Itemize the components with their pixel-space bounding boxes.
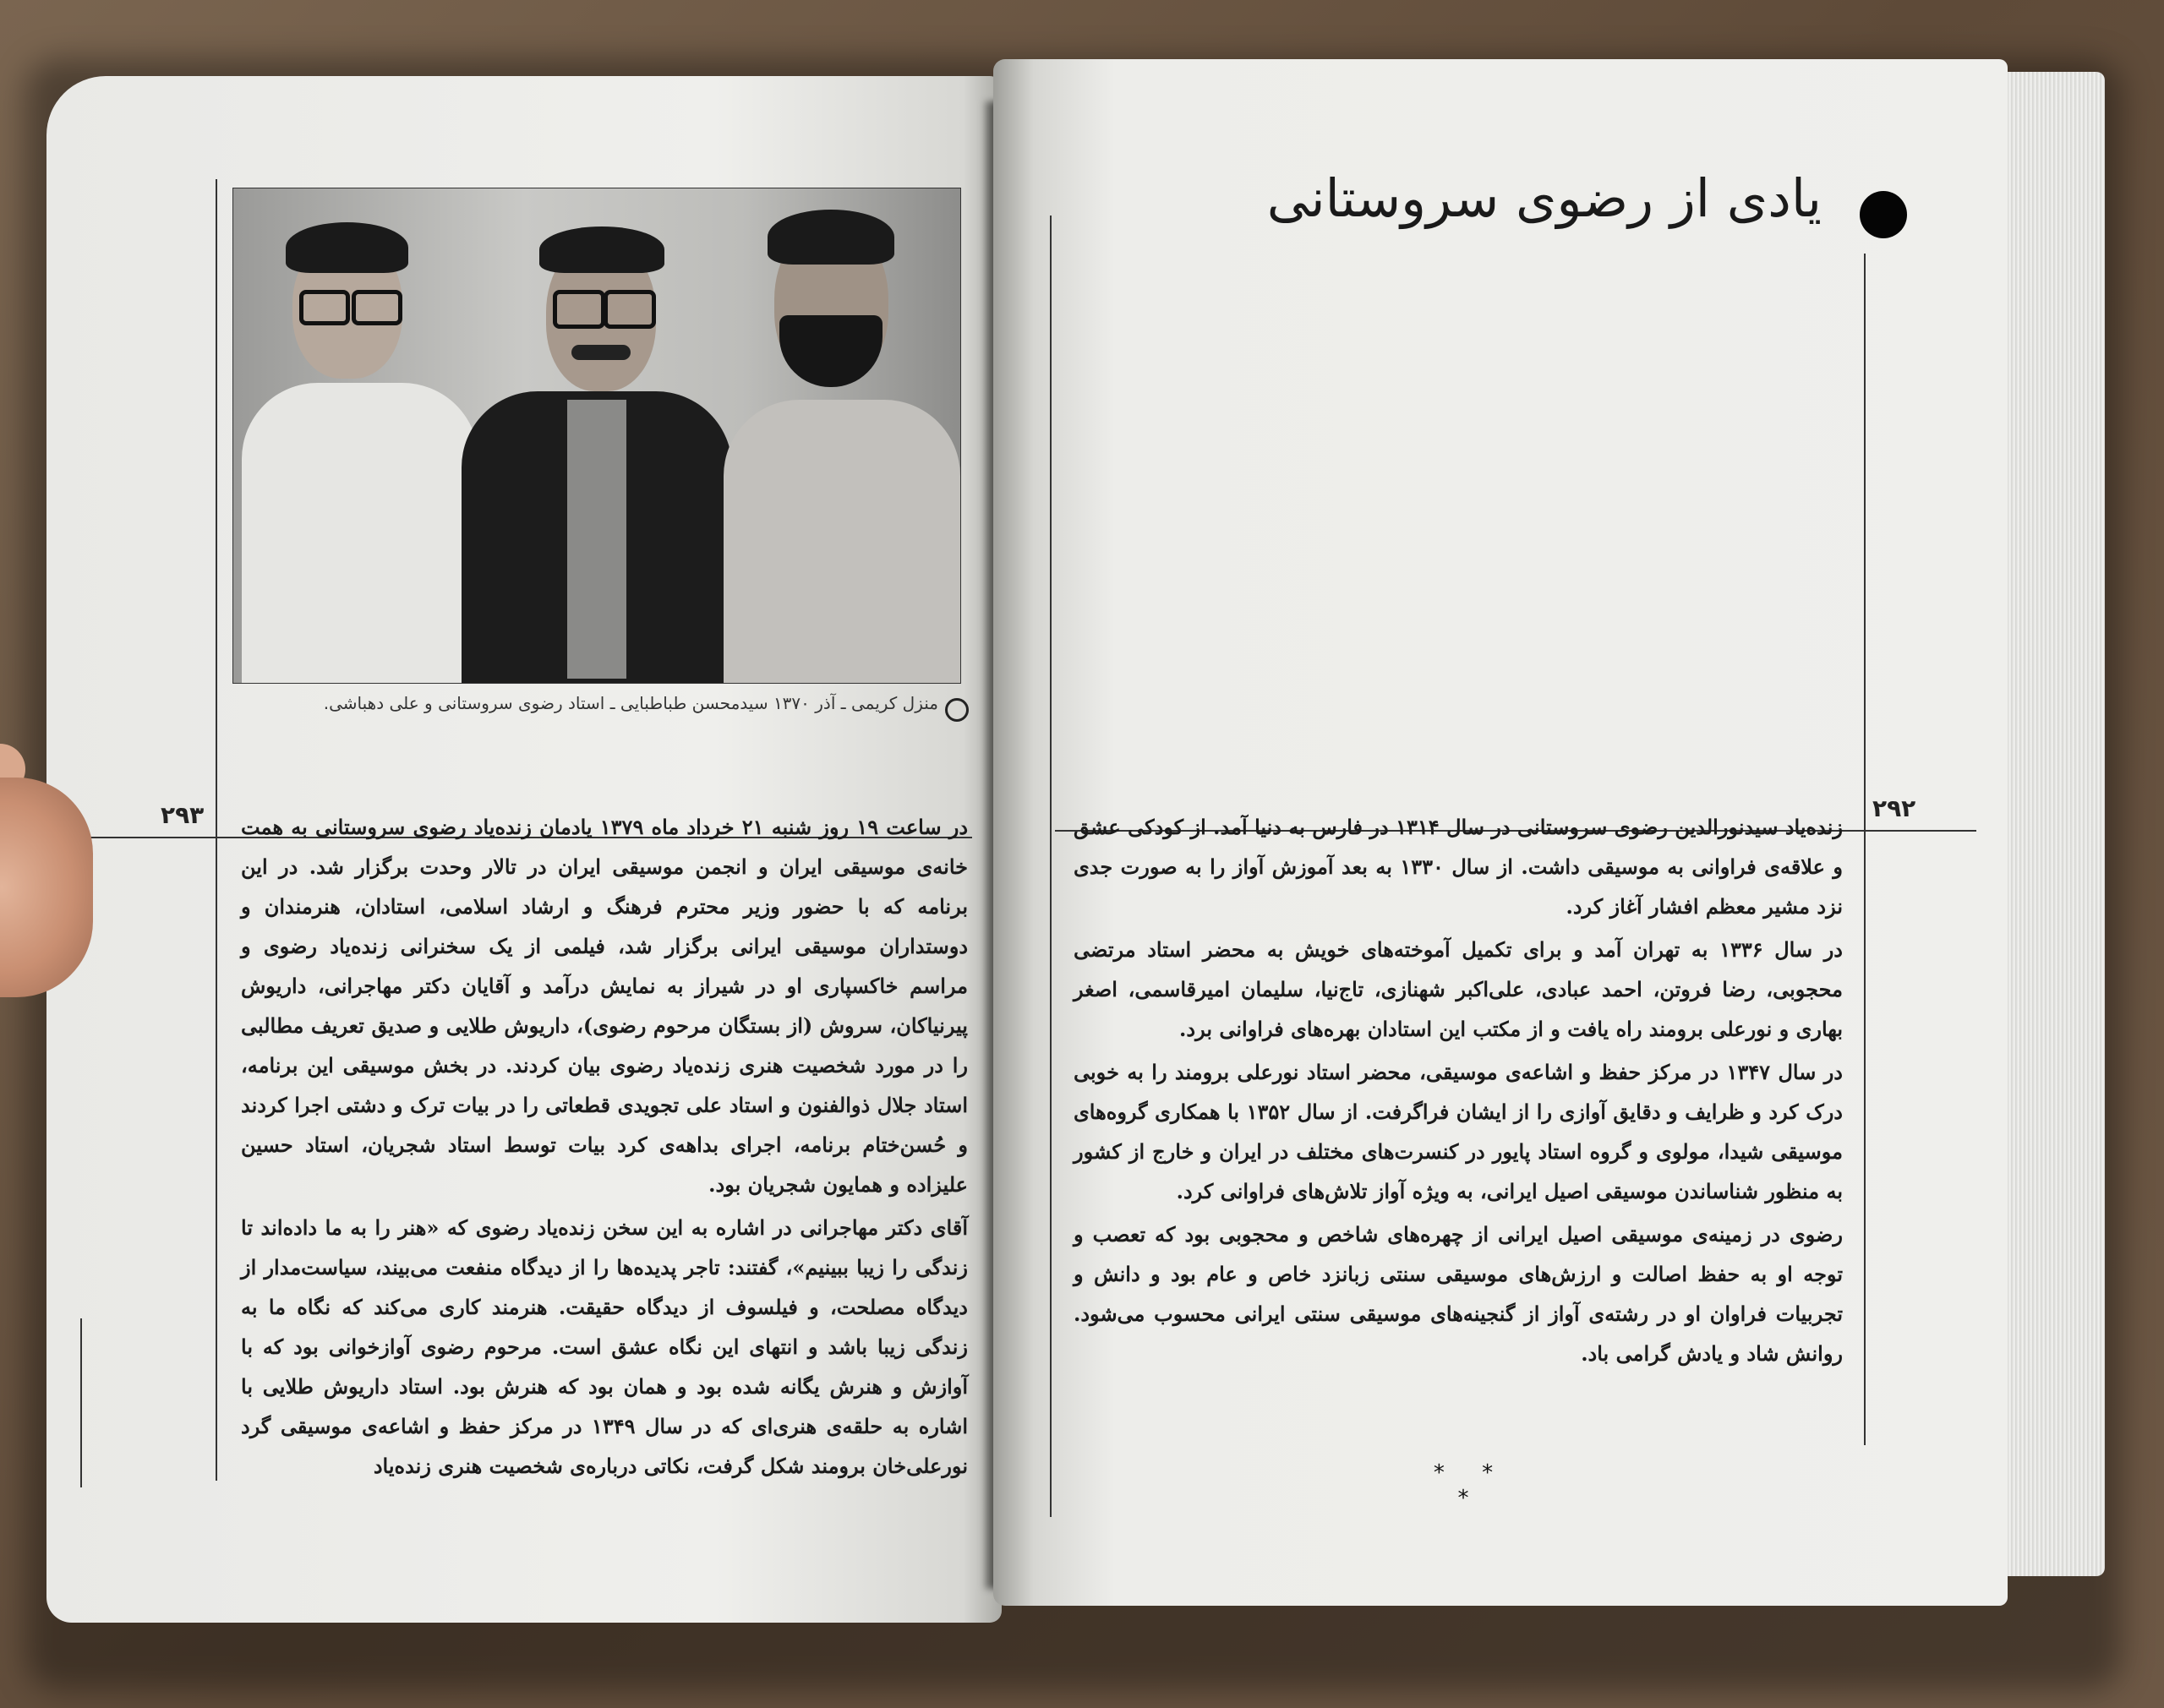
portrait-photo	[232, 188, 961, 684]
caption-bullet-icon	[945, 698, 969, 722]
section-end-mark: * * *	[1433, 1460, 1509, 1511]
thumb	[0, 778, 93, 997]
paragraph: در سال ۱۳۳۶ به تهران آمد و برای تکمیل آموخته‌های خویش به محضر استاد مرتضی محجوبی، رضا فروتن، احمد عبادی، علی‌اکبر شهنازی، تاج‌نیا، سلیمان امیرقاسمی، اصغر بهاری و نورعلی برومند راه یافت و از مکتب این استادان بهره‌های فراوانی برد.	[1074, 937, 1843, 1041]
paragraph: رضوی در زمینه‌ی موسیقی اصیل ایرانی از چهره‌های شاخص و محجوبی بود که تعصب و توجه او به حفظ اصالت و ارزش‌های موسیقی سنتی زبانزد خاص و عام بود و دانش و تجربیات فراوان او در رشته‌ی آواز از گنجینه‌های موسیقی سنتی ایرانی محسوب می‌شود. روانش شاد و یادش گرامی باد.	[1074, 1222, 1843, 1366]
page-number-left: ۲۹۳	[161, 801, 205, 829]
margin-rule-right	[1050, 216, 1052, 1517]
paragraph: آقای دکتر مهاجرانی در اشاره به این سخن زنده‌یاد رضوی که «هنر را به ما داده‌اند تا زندگی را زیبا ببینیم»، گفتند: تاجر پدیده‌ها را از دیدگاه منفعت می‌بیند، سیاست‌مدار از دیدگاه مصلحت، و فیلسوف از دیدگاه حقیقت. هنرمند کاری می‌کند که نگاه ما به زندگی زیبا باشد و انتهای این نگاه عشق است. مرحوم رضوی آوازخوانی بود که با آوازش و هنرش یگانه شده بود و همان بود که هنرش بود. استاد داریوش طلایی با اشاره به حلقه‌ی هنری‌ای که در سال ۱۳۴۹ در مرکز حفظ و اشاعه‌ی موسیقی گرد نورعلی‌خان برومند شکل گرفت، نکاتی درباره‌ی شخصیت هنری زنده‌یاد	[241, 1215, 969, 1478]
paragraph: در ساعت ۱۹ روز شنبه ۲۱ خرداد ماه ۱۳۷۹ یادمان زنده‌یاد رضوی سروستانی به همت خانه‌ی موسیقی ایران و انجمن موسیقی ایران در تالار وحدت برگزار شد. در این برنامه که با حضور وزیر محترم فرهنگ و ارشاد اسلامی، استادان، هنرمندان و دوستداران موسیقی ایرانی برگزار شد، فیلمی از یک سخنرانی زنده‌یاد رضوی و مراسم خاکسپاری او در شیراز به نمایش درآمد و آقایان دکتر مهاجرانی، داریوش پیرنیاکان، سروش (از بستگان مرحوم رضوی)، داریوش طلایی و صدیق تعریف مطالبی را در مورد شخصیت هنری زنده‌یاد رضوی بیان کردند. در بخش موسیقی این برنامه، استاد جلال ذوالفنون و استاد علی تجویدی قطعاتی را در بیات ترک و دشتی اجرا کردند و حُسن‌ختام برنامه، اجرای بداهه‌ی کرد بیات توسط استاد شجریان، استاد حسین علیزاده و همایون شجریان بود.	[241, 815, 969, 1197]
photo-caption: منزل کریمی ـ آذر ۱۳۷۰ سیدمحسن طباطبایی ـ استاد رضوی سروستانی و علی دهباشی.	[323, 693, 938, 713]
margin-rule-left-lower	[80, 1318, 82, 1487]
page-number-right: ۲۹۲	[1872, 794, 1916, 822]
left-body-text	[241, 807, 968, 1489]
title-bullet-icon	[1860, 191, 1907, 238]
chapter-title: یادی از رضوی سروستانی	[1266, 167, 1822, 229]
paragraph: در سال ۱۳۴۷ در مرکز حفظ و اشاعه‌ی موسیقی، محضر استاد نورعلی برومند را به خوبی درک کرد و ظرایف و دقایق آوازی را از ایشان فراگرفت. از سال ۱۳۵۲ با همکاری گروه‌های موسیقی شیدا، مولوی و گروه استاد پایور در کنسرت‌های مختلف در ایران و خارج از کشور به منظور شناساندن موسیقی اصیل ایرانی، به ویژه آواز تلاش‌های فراوانی کرد.	[1074, 1060, 1843, 1203]
margin-rule-right-outer	[1864, 254, 1866, 1445]
right-body-text	[1074, 807, 1843, 1377]
paragraph: زنده‌یاد سیدنورالدین رضوی سروستانی در سال ۱۳۱۴ در فارس به دنیا آمد. از کودکی عشق و علاقه‌ی فراوانی به موسیقی داشت. از سال ۱۳۳۰ به بعد آموزش آواز را به صورت جدی نزد مشیر معظم افشار آغاز کرد.	[1074, 815, 1843, 919]
margin-rule-left	[216, 179, 217, 1481]
